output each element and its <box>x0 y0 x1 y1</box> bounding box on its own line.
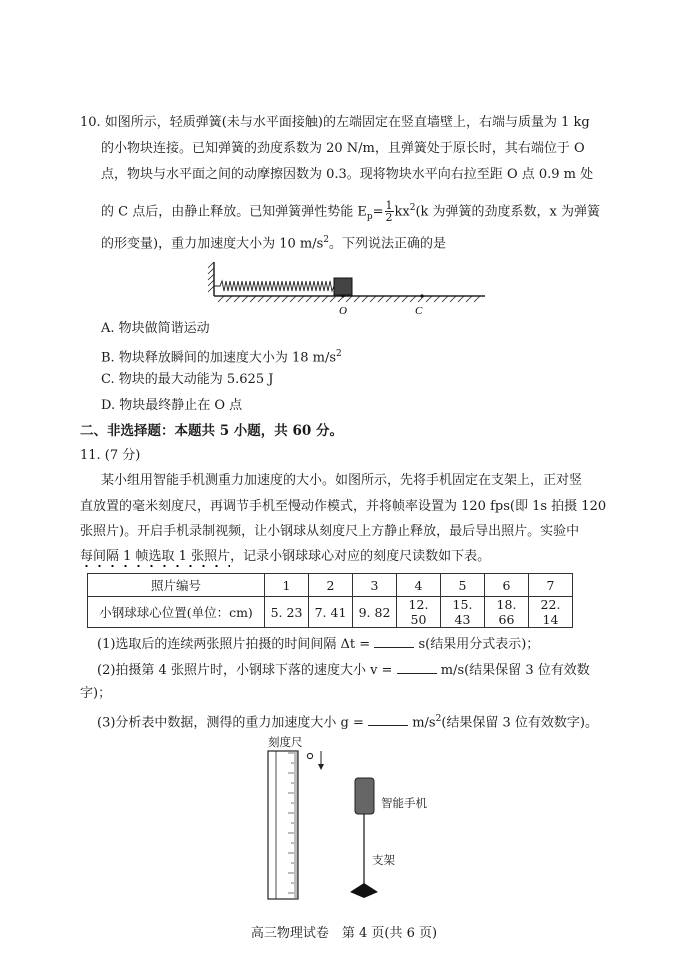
q11-sub-2-cont: 字)； <box>80 686 112 701</box>
table-cell: 9. 82 <box>353 597 397 628</box>
q11-sub-1-a: (1)选取后的连续两张照片拍摄的时间间隔 Δt = <box>97 637 371 652</box>
q10-line-4-a: 的 C 点后，由静止释放。已知弹簧弹性势能 E <box>101 204 367 220</box>
phone-label: 智能手机 <box>381 796 427 810</box>
table-cell: 12. 50 <box>397 597 441 628</box>
q10-line-3: 点，物块与水平面之间的动摩擦因数为 0.3。现将物块水平向右拉至距 O 点 0.9 m 处 <box>101 167 594 182</box>
table-cell: 7 <box>529 574 573 597</box>
stand-label: 支架 <box>372 853 395 867</box>
table-cell: 18. 66 <box>485 597 529 628</box>
answer-blank <box>374 635 414 648</box>
option-b-text: B. 物块释放瞬间的加速度大小为 18 m/s <box>101 350 337 366</box>
q11-sub-3-sup: 2 <box>435 714 442 724</box>
table-row <box>88 574 573 597</box>
q11-sub-3-c: (结果保留 3 位有效数字)。 <box>441 715 598 731</box>
q10-kx-sup: 2 <box>409 203 416 213</box>
q11-sub-2 <box>97 661 590 679</box>
table-cell: 5 <box>441 574 485 597</box>
section-heading: 二、非选择题：本题共 5 小题，共 60 分。 <box>80 423 343 439</box>
q10-line-5-b: 。下列说法正确的是 <box>329 236 447 252</box>
point-c-marker <box>420 294 423 297</box>
q11-line-1: 某小组用智能手机测重力加速度的大小。如图所示，先将手机固定在支架上，正对竖 <box>101 473 583 488</box>
label-o: O <box>339 305 347 317</box>
label-c: C <box>415 305 423 317</box>
table-header-photo: 照片编号 <box>88 574 265 597</box>
q10-line-4 <box>101 200 656 225</box>
q11-dotted-emphasis: 每间隔 1 帧选取 1 张照片 <box>80 549 230 568</box>
table-cell: 15. 43 <box>441 597 485 628</box>
q11-sub-3 <box>97 711 598 731</box>
table-cell: 1 <box>265 574 309 597</box>
stand-base <box>350 883 378 898</box>
q10-line-2: 的小物块连接。已知弹簧的劲度系数为 20 N/m，且弹簧处于原长时，其右端位于 O <box>101 141 585 156</box>
q10-ep-sub: p <box>366 211 373 222</box>
q11-sub-1-b: s(结果用分式表示)； <box>418 637 540 652</box>
option-a: A. 物块做简谐运动 <box>101 321 210 336</box>
page-footer: 高三物理试卷 第 4 页(共 6 页) <box>250 926 438 941</box>
q11-sub-3-a: (3)分析表中数据，测得的重力加速度大小 g = <box>97 715 364 731</box>
point-o-marker <box>341 294 344 297</box>
table-cell: 2 <box>309 574 353 597</box>
q10-frac-num: 1 <box>385 199 393 213</box>
spring-coil <box>214 281 334 291</box>
q11-line-4-rest: ，记录小钢球球心对应的刻度尺读数如下表。 <box>230 549 491 564</box>
answer-blank <box>397 661 437 674</box>
table-row <box>88 597 573 628</box>
q10-line-5 <box>101 232 656 252</box>
wall-hatching <box>208 262 214 292</box>
ground-hatching <box>218 296 480 302</box>
q10-frac-den: 2 <box>385 211 393 225</box>
fall-arrow-head <box>318 764 324 770</box>
q10-fraction <box>385 200 394 223</box>
q11-line-4 <box>80 549 490 565</box>
spring-figure <box>200 258 490 318</box>
table-cell: 6 <box>485 574 529 597</box>
option-d: D. 物块最终静止在 O 点 <box>101 398 243 413</box>
q10-line-5-sup: 2 <box>323 235 329 245</box>
data-table <box>87 573 573 628</box>
table-cell: 4 <box>397 574 441 597</box>
ruler-label: 刻度尺 <box>268 735 303 749</box>
block <box>334 278 352 295</box>
q10-eq-sign: = <box>372 204 384 220</box>
table-cell: 5. 23 <box>265 597 309 628</box>
q11-line-3: 张照片)。开启手机录制视频，让小钢球从刻度尺上方静止释放，最后导出照片。实验中 <box>80 524 580 539</box>
steel-ball <box>307 753 312 758</box>
table-cell: 3 <box>353 574 397 597</box>
table-cell: 22. 14 <box>529 597 573 628</box>
q11-sub-2-a: (2)拍摄第 4 张照片时，小钢球下落的速度大小 v = <box>97 663 393 678</box>
q10-line-4-b: kx <box>394 204 410 220</box>
smartphone <box>355 778 374 814</box>
q10-line-5-a: 的形变量)，重力加速度大小为 10 m/s <box>101 236 324 252</box>
table-cell: 7. 41 <box>309 597 353 628</box>
option-b <box>101 346 342 366</box>
table-header-position: 小钢球球心位置(单位：cm) <box>88 597 265 628</box>
q11-line-2: 直放置的毫米刻度尺，再调节手机至慢动作模式，并将帧率设置为 120 fps(即 1s 拍摄 120 <box>80 499 607 514</box>
q11-sub-1 <box>97 635 539 653</box>
ruler-phone-figure <box>260 748 440 903</box>
q11-sub-2-b: m/s(结果保留 3 位有效数 <box>440 663 590 678</box>
q10-line-4-c: (k 为弹簧的劲度系数，x 为弹簧 <box>415 204 601 220</box>
option-c: C. 物块的最大动能为 5.625 J <box>101 372 274 387</box>
q11-number: 11. (7 分) <box>80 448 141 463</box>
q11-sub-3-b: m/s <box>412 715 436 731</box>
q10-line-1: 10. 如图所示，轻质弹簧(未与水平面接触)的左端固定在竖直墙壁上，右端与质量为 1 kg <box>80 115 590 130</box>
answer-blank <box>368 713 408 726</box>
option-b-sup: 2 <box>336 349 342 359</box>
